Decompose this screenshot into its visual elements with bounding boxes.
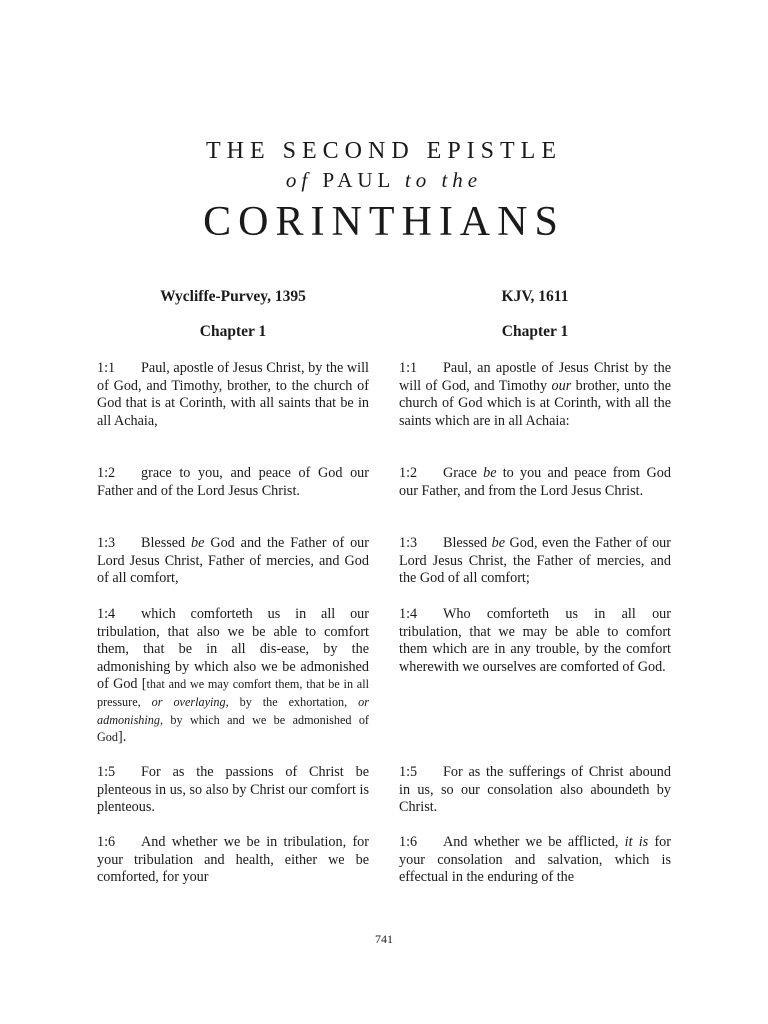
right-verse-2: [399, 465, 671, 500]
right-edition-heading: KJV, 1611: [501, 288, 569, 305]
verse-number: 1:5: [97, 764, 116, 780]
title-line-2: [0, 168, 768, 193]
verse-text: Paul, an apostle of Jesus Christ by the will of God, and Timothy: [399, 360, 671, 394]
verse-italic: it is: [624, 834, 649, 850]
verse-number: 1:4: [97, 606, 116, 622]
verse-text: Paul, apostle of Jesus Christ, by the will of God, and Timothy, brother, to the church of God that is at Corinth, with all saints that be in all Achaia,: [97, 360, 369, 429]
verse-text: And whether we be afflicted,: [443, 834, 625, 850]
verse-number: 1:4: [399, 606, 418, 622]
verse-text: ].: [118, 729, 127, 746]
left-verse-3: [97, 535, 369, 588]
verse-text: And whether we be in tribulation, for your tribulation and health, either we be comforted, for your: [97, 834, 369, 886]
verse-italic: our: [551, 377, 572, 394]
verse-number: 1:1: [399, 360, 418, 376]
verse-number: 1:6: [97, 834, 116, 850]
verse-text: to you and peace from God our Father, and from the Lord Jesus Christ.: [399, 465, 671, 499]
title-line-3: CORINTHIANS: [203, 199, 565, 245]
verse-text: brother, unto the church of God which is at Corinth, with all the saints which are in all Achaia:: [399, 377, 671, 429]
right-verse-5: [399, 764, 671, 817]
left-verse-1: [97, 360, 369, 430]
verse-number: 1:5: [399, 764, 418, 780]
verse-italic: be: [483, 465, 497, 481]
verse-text: for your consolation and salvation, which is effectual in the enduring of the: [399, 834, 671, 886]
verse-italic: be: [191, 535, 205, 551]
verse-text: Blessed: [443, 535, 492, 551]
title-paul: PAUL: [322, 168, 395, 192]
verse-text: God and the Father of our Lord Jesus Christ, Father of mercies, and God of all comfort,: [97, 535, 369, 587]
left-verse-6: [97, 834, 369, 887]
verse-number: 1:3: [97, 535, 116, 551]
verse-text: God, even the Father of our Lord Jesus Christ, the Father of mercies, and the God of all comfort;: [399, 535, 671, 587]
verse-number: 1:3: [399, 535, 418, 551]
title-of: of: [285, 168, 313, 192]
verse-number: 1:2: [399, 465, 418, 481]
right-verse-3: [399, 535, 671, 588]
title-line-1: THE SECOND EPISTLE: [206, 138, 562, 164]
title-to-the: to the: [404, 168, 483, 192]
verse-text: For as the sufferings of Christ abound in us, so our consolation also aboundeth by Christ.: [399, 764, 671, 816]
page-number: 741: [375, 932, 393, 946]
left-verse-2: [97, 465, 369, 500]
right-verse-6: [399, 834, 671, 887]
verse-text: Grace: [443, 465, 484, 481]
verse-gloss: that and we may comfort them, that be in all pressure,: [97, 677, 369, 709]
verse-gloss-italic: or admonishing: [97, 694, 369, 727]
verse-gloss: , by which and we be admonished of God: [97, 712, 369, 745]
right-verse-4: [399, 606, 671, 676]
verse-number: 1:1: [97, 360, 116, 376]
verse-number: 1:6: [399, 834, 418, 850]
verse-italic: be: [491, 535, 506, 551]
right-verse-1: [399, 360, 671, 430]
verse-text: Who comforteth us in all our tribulation, that we may be able to comfort them which are in any trouble, by the comfort wherewith we ourselves are comforted of God.: [399, 606, 671, 675]
verse-text: Blessed: [141, 535, 192, 551]
left-edition-heading: Wycliffe-Purvey, 1395: [160, 288, 306, 305]
verse-number: 1:2: [97, 465, 116, 481]
right-chapter-heading: Chapter 1: [501, 323, 569, 340]
left-verse-5: [97, 764, 369, 817]
verse-text: which comforteth us in all our tribulation, that also we be able to comfort them, that be in all dis-ease, by the admonishing by which also we be admonished of God [: [97, 606, 369, 693]
verse-gloss: , by the exhortation,: [225, 694, 359, 709]
verse-text: For as the passions of Christ be plenteous in us, so also by Christ our comfort is plenteous.: [97, 764, 369, 816]
verse-gloss-italic: or overlaying: [151, 694, 226, 709]
left-chapter-heading: Chapter 1: [199, 323, 267, 340]
verse-text: grace to you, and peace of God our Father and of the Lord Jesus Christ.: [97, 465, 369, 499]
left-verse-4: [97, 606, 369, 747]
